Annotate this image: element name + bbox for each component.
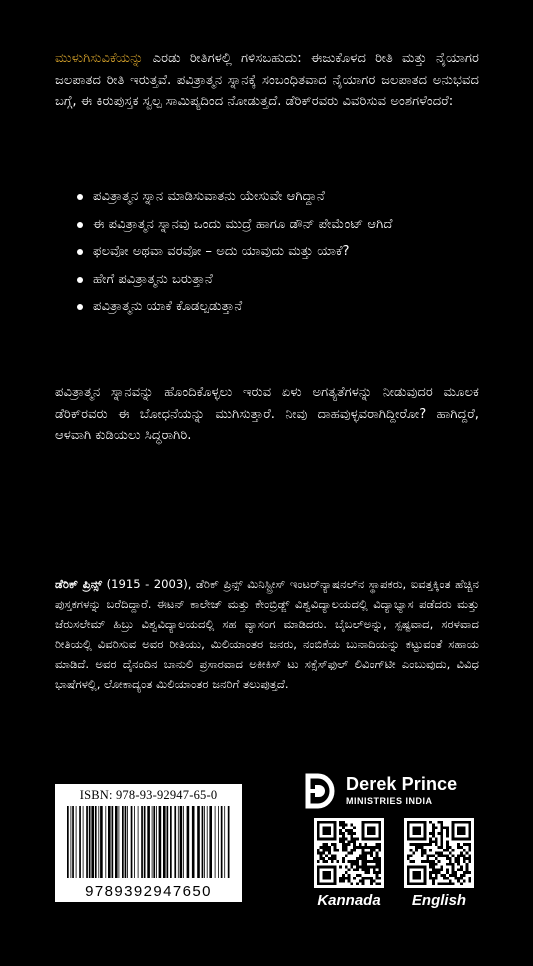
barcode-bar [147, 806, 150, 878]
barcode-bar [204, 806, 205, 878]
barcode-bar [197, 806, 200, 878]
list-item [55, 269, 475, 291]
barcode-bar [72, 806, 74, 878]
list-item [55, 186, 475, 208]
list-item-text: ಪವಿತ್ರಾತ್ಮನು ಯಾಕೆ ಕೊಡಲ್ಪಡುತ್ತಾನೆ [93, 299, 243, 314]
intro-paragraph [55, 48, 479, 113]
bullet-icon [77, 194, 83, 200]
list-item [55, 214, 475, 236]
barcode-bar [131, 806, 133, 878]
barcode-bar [108, 806, 111, 878]
barcode-bar [98, 806, 99, 878]
bullet-icon [77, 249, 83, 255]
author-name: ಡೆರಿಕ್ ಪ್ರಿನ್ಸ್ [55, 577, 103, 591]
topic-list [55, 186, 475, 324]
qr-code-icon [404, 818, 474, 888]
barcode-bar [215, 806, 216, 878]
barcode-bar [79, 806, 81, 878]
list-item-text: ಈ ಪವಿತ್ರಾತ್ಮನ ಸ್ನಾನವು ಒಂದು ಮುದ್ರೆ ಹಾಗೂ ಡೌನ್ ಪೇಮೆಂಟ್ ಆಗಿದೆ [93, 216, 393, 232]
barcode-bar [76, 806, 77, 878]
barcode-bar [221, 806, 223, 878]
barcode-bar [156, 806, 157, 878]
barcode-bar [141, 806, 143, 878]
isbn-label: ISBN: 978-93-92947-65-0 [79, 788, 218, 802]
barcode-bar [71, 806, 72, 878]
qr-code-icon [314, 818, 384, 888]
list-item [55, 241, 475, 263]
barcode-icon [65, 806, 232, 878]
barcode-bar [115, 806, 118, 878]
barcode-bar [152, 806, 153, 878]
barcode-bar [105, 806, 106, 878]
barcode-bar [202, 806, 204, 878]
list-item [55, 296, 475, 318]
barcode-bar [163, 806, 166, 878]
barcode-bar [209, 806, 212, 878]
barcode-bar [119, 806, 120, 878]
barcode-bar [228, 806, 230, 878]
barcode-bar [174, 806, 176, 878]
barcode-bar [138, 806, 139, 878]
barcode-bar [95, 806, 97, 878]
barcode-bar [192, 806, 195, 878]
barcode-bar [83, 806, 84, 878]
barcode-bar [170, 806, 172, 878]
barcode-bar [218, 806, 219, 878]
list-item-text: ಫಲವೋ ಅಥವಾ ವರವೋ – ಅದು ಯಾವುದು ಮತ್ತು ಯಾಕೆ? [93, 244, 350, 259]
barcode-bar [187, 806, 190, 878]
barcode-bar [89, 806, 91, 878]
barcode-bar [112, 806, 114, 878]
barcode-bar [122, 806, 124, 878]
closing-paragraph: ಪವಿತ್ರಾತ್ಮನ ಸ್ನಾನವನ್ನು ಹೊಂದಿಕೊಳ್ಳಲು ಇರುವ ಏಳು ಅಗತ್ಯತೆಗಳನ್ನು ನೀಡುವುದರ ಮೂಲಕ ಡೆರಿಕ್‌ರವರು ಈ ಬೋಧನೆಯನ್ನು ಮುಗಿಸುತ್ತಾರೆ. ನೀವು ದಾಹವುಳ್ಳವರಾಗಿದ್ದೀರೋ? ಹಾಗಿದ್ದರೆ, ಆಳವಾಗಿ ಕುಡಿಯಲು ಸಿದ್ಧರಾಗಿರಿ. [55, 385, 479, 443]
intro-text: ಎರಡು ರೀತಿಗಳಲ್ಲಿ ಗಳಿಸಬಹುದು: ಈಜುಕೊಳದ ರೀತಿ ಮತ್ತು ನೈಯಾಗರ ಜಲಪಾತದ ರೀತಿ ಇರುತ್ತವೆ. ಪವಿತ್ರಾತ್ಮನ ಸ್ನಾನಕ್ಕೆ ಸಂಬಂಧಿತವಾದ ನೈಯಾಗರ ಜಲಪಾತದ ಅನುಭವದ ಬಗ್ಗೆ, ಈ ಕಿರುಪುಸ್ತಕ ಸ್ವಲ್ಪ ಸಾಮಿಪ್ಯದಿಂದ ನೋಡುತ್ತದೆ. ಡೆರಿಕ್‌ರವರು ವಿವರಿಸುವ ಅಂಶಗಳೆಂದರೆ: [55, 51, 479, 109]
isbn-barcode [55, 784, 242, 902]
barcode-bar [178, 806, 179, 878]
barcode-bar [159, 806, 162, 878]
barcode-bar [167, 806, 169, 878]
publisher-name: Derek Prince [346, 774, 458, 794]
barcode-number: 9789392947650 [85, 883, 212, 900]
qr-label-english: English [411, 892, 467, 909]
qr-code-english [404, 818, 474, 888]
list-item-text: ಹೇಗೆ ಪವಿತ್ರಾತ್ಮನು ಬರುತ್ತಾನೆ [93, 271, 213, 287]
barcode-bar [127, 806, 128, 878]
barcode-bar [67, 806, 69, 878]
barcode-bar [125, 806, 127, 878]
barcode-bar [91, 806, 94, 878]
bullet-icon [77, 304, 83, 310]
barcode-bar [144, 806, 146, 878]
barcode-bar [153, 806, 155, 878]
author-bio-text: (1915 - 2003), ಡೆರಿಕ್ ಪ್ರಿನ್ಸ್ ಮಿನಿಸ್ಟ್ರೀಸ್ ಇಂಟರ್‌ನ್ಯಾಷನಲ್‌ನ ಸ್ಥಾಪಕರು, ಐವತ್ತಕ್ಕಿಂತ ಹೆಚ್ಚಿನ ಪುಸ್ತಕಗಳನ್ನು ಬರೆದಿದ್ದಾರೆ. ಈಟನ್ ಕಾಲೇಜ್ ಮತ್ತು ಕೇಂಬ್ರಿಡ್ಜ್ ವಿಶ್ವವಿದ್ಯಾಲಯದಲ್ಲಿ ವಿದ್ಯಾಭ್ಯಾಸ ಪಡೆದರು ಮತ್ತು ಜೆರುಸಲೇಮ್ ಹಿಬ್ರು ವಿಶ್ವವಿದ್ಯಾಲಯದಲ್ಲಿ ಸಹ ವ್ಯಾಸಂಗ ಮಾಡಿದರು. ಬೈಬಲ್‌ಅನ್ನು, ಸ್ಪಷ್ಟವಾದ, ಸರಳವಾದ ರೀತಿಯಲ್ಲಿ ವಿವರಿಸುವ ಅವರ ರೀತಿಯು, ಮಿಲಿಯಾಂತರ ಜನರು, ನಂಬಿಕೆಯ ಬುನಾದಿಯನ್ನು ಕಟ್ಟುವಂತೆ ಸಹಾಯ ಮಾಡಿದೆ. ಅವರ ದೈನಂದಿನ ಬಾನುಲಿ ಪ್ರಸಾರವಾದ ಅಕೀಕಿಸ್ ಟು ಸಕ್ಸೆಸ್‌ಫುಲ್ ಲಿವಿಂಗ್‌ಟೀ ಎಂಬುವುದು, ವಿವಿಧ ಭಾಷೆಗಳಲ್ಲಿ, ಲೋಕಾದ್ಯಂತ ಮಿಲಿಯಾಂತರ ಜನರಿಗೆ ತಲುಪುತ್ತದೆ. [55, 577, 479, 691]
barcode-bar [224, 806, 225, 878]
qr-code-kannada [314, 818, 384, 888]
dp-logo-icon [304, 773, 336, 809]
bullet-icon [77, 222, 83, 228]
qr-label-kannada: Kannada [317, 892, 381, 909]
bullet-icon [77, 277, 83, 283]
barcode-bar [183, 806, 184, 878]
author-bio [55, 574, 479, 694]
publisher-subtitle: MINISTRIES INDIA [346, 796, 433, 806]
barcode-bar [100, 806, 103, 878]
publisher-logo [304, 773, 479, 809]
barcode-bar [86, 806, 88, 878]
barcode-bar [207, 806, 208, 878]
intro-lead-word: ಮುಳುಗಿಸುವಿಕೆಯನ್ನು [55, 51, 144, 66]
list-item-text: ಪವಿತ್ರಾತ್ಮನ ಸ್ನಾನ ಮಾಡಿಸುವಾತನು ಯೇಸುವೇ ಆಗಿದ್ದಾನೆ [93, 189, 325, 204]
barcode-bar [134, 806, 135, 878]
barcode-bar [180, 806, 183, 878]
